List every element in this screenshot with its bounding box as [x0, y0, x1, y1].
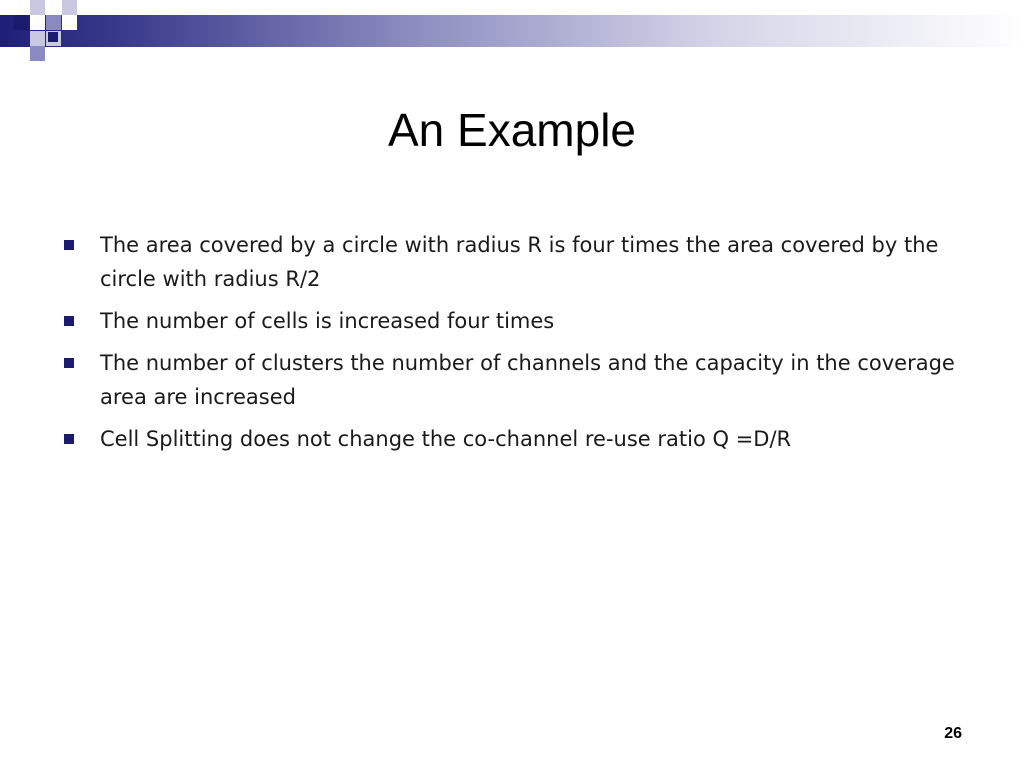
decor-square — [46, 15, 61, 30]
square-bullet-icon — [64, 240, 74, 250]
decor-square — [62, 15, 77, 30]
slide-title: An Example — [387, 104, 636, 156]
bullet-item — [62, 228, 962, 296]
square-bullet-icon — [64, 316, 74, 326]
bullet-text: Cell Splitting does not change the co-channel re-use ratio Q =D/R — [100, 427, 792, 451]
page-number: 26 — [944, 725, 962, 742]
bullet-text: The area covered by a circle with radius R is four times the area covered by the circle with radius R/2 — [100, 233, 939, 291]
decor-square — [30, 31, 45, 46]
bullet-item — [62, 422, 962, 456]
decor-square — [30, 15, 45, 30]
header-gradient-band — [0, 15, 1024, 47]
decor-square — [48, 32, 58, 42]
square-bullet-icon — [64, 358, 74, 368]
decor-square — [30, 46, 45, 61]
bullet-text: The number of cells is increased four times — [100, 309, 555, 333]
square-bullet-icon — [64, 434, 74, 444]
bullet-item — [62, 304, 962, 338]
decor-square — [62, 0, 77, 15]
bullet-item — [62, 346, 962, 414]
bullet-list — [62, 228, 962, 464]
decor-square — [14, 15, 29, 30]
bullet-text: The number of clusters the number of channels and the capacity in the coverage area are increased — [100, 351, 955, 409]
decor-square — [30, 0, 45, 15]
